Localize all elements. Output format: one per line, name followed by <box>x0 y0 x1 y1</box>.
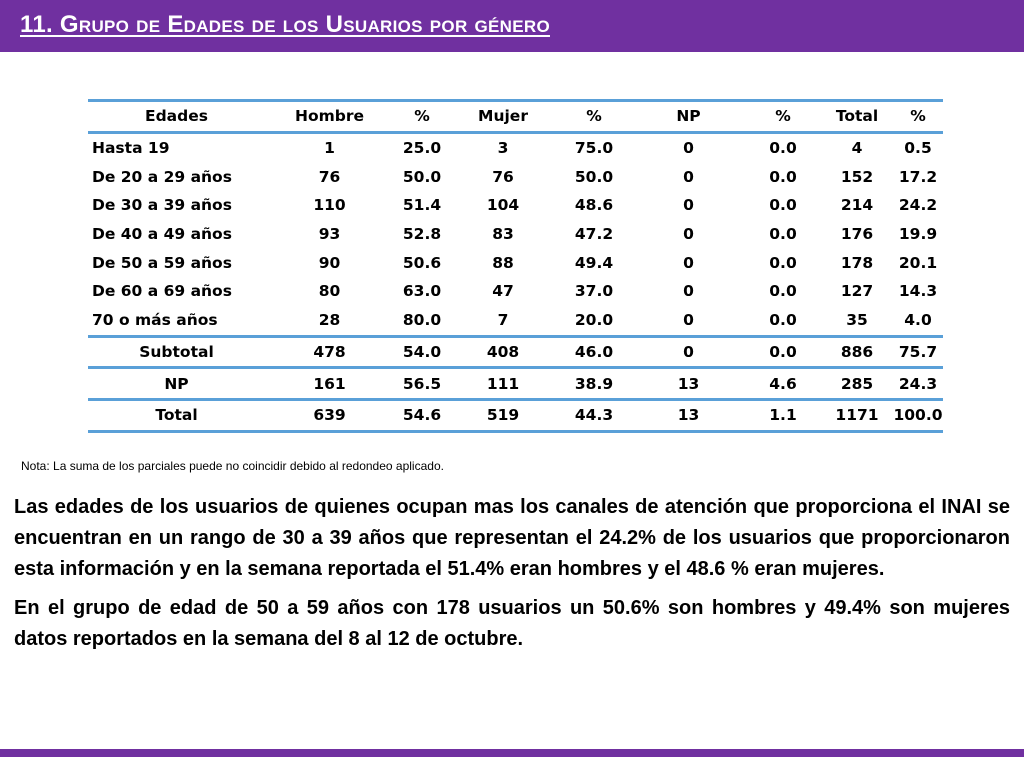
table-row <box>88 306 943 336</box>
table-cell: 478 <box>313 342 346 361</box>
table-cell: 47 <box>492 282 514 301</box>
table-cell: 178 <box>840 253 874 272</box>
table-row <box>88 132 943 162</box>
table-cell: 1 <box>324 139 335 158</box>
paragraph: Las edades de los usuarios de quienes ocupan mas los canales de atención que proporciona el INAI se encuentran en un rango de 30 a 39 años que representan el 24.2% de los usuarios que proporcionaron esta información y en la semana reportada el 51.4% eran hombres y el 48.6 % eran mujeres. <box>14 496 1010 580</box>
column-header: Mujer <box>478 107 528 126</box>
table-cell: 519 <box>486 406 520 425</box>
table-row <box>88 162 943 191</box>
table-cell: 90 <box>318 253 341 272</box>
table-cell: 0.0 <box>769 342 797 361</box>
page-title: 11. Grupo de Edades de los Usuarios por género <box>20 11 550 38</box>
table-cell: 17.2 <box>898 167 938 186</box>
column-header: % <box>586 107 602 126</box>
summary-row <box>88 336 943 368</box>
table-cell: 51.4 <box>402 196 442 215</box>
table-cell: 0.0 <box>769 139 797 158</box>
column-header: % <box>775 107 791 126</box>
row-label: 70 o más años <box>92 311 218 330</box>
footnote: Nota: La suma de los parciales puede no coincidir debido al redondeo aplicado. <box>21 459 444 473</box>
table-cell: 3 <box>497 139 509 158</box>
table-cell: 161 <box>313 374 346 393</box>
table-cell: 14.3 <box>898 282 938 301</box>
table-cell: 0 <box>683 282 694 301</box>
table-cell: 0.0 <box>769 311 797 330</box>
table-cell: 20.0 <box>574 311 614 330</box>
column-header: Hombre <box>294 107 365 126</box>
table-cell: 1.1 <box>769 406 797 425</box>
table-cell: 285 <box>840 374 874 393</box>
column-header: % <box>910 107 926 126</box>
row-label: De 20 a 29 años <box>92 167 232 186</box>
table-cell: 28 <box>318 311 341 330</box>
row-label: Hasta 19 <box>92 139 170 158</box>
table-cell: 100.0 <box>893 406 943 425</box>
table-cell: 83 <box>492 225 514 244</box>
row-label: De 40 a 49 años <box>92 225 232 244</box>
table-cell: 56.5 <box>402 374 442 393</box>
table-cell: 48.6 <box>574 196 614 215</box>
table-cell: 50.6 <box>402 253 442 272</box>
table-cell: 38.9 <box>574 374 614 393</box>
table-cell: 0 <box>683 139 694 158</box>
table-cell: 0 <box>683 167 694 186</box>
table-cell: 44.3 <box>574 406 614 425</box>
table-cell: 50.0 <box>402 167 442 186</box>
column-header: Edades <box>145 107 208 126</box>
table-cell: 110 <box>313 196 346 215</box>
table-row <box>88 277 943 306</box>
table-row <box>88 191 943 220</box>
table-row <box>88 220 943 249</box>
table-cell: 111 <box>486 374 520 393</box>
table-cell: 0 <box>683 342 694 361</box>
table-cell: 0 <box>683 225 694 244</box>
table-cell: 37.0 <box>574 282 614 301</box>
table-cell: 0 <box>683 311 694 330</box>
row-label: Total <box>155 406 198 425</box>
table-cell: 0.0 <box>769 282 797 301</box>
row-label: De 60 a 69 años <box>92 282 232 301</box>
table-cell: 63.0 <box>402 282 442 301</box>
table-cell: 13 <box>677 374 700 393</box>
summary-row <box>88 399 943 431</box>
table-cell: 50.0 <box>574 167 614 186</box>
table-cell: 54.0 <box>402 342 442 361</box>
age-gender-table-container <box>88 99 943 433</box>
row-label: De 50 a 59 años <box>92 253 232 272</box>
table-cell: 76 <box>318 167 341 186</box>
age-gender-table <box>88 99 943 433</box>
table-cell: 152 <box>840 167 874 186</box>
table-cell: 88 <box>492 253 514 272</box>
table-cell: 76 <box>492 167 514 186</box>
summary-row <box>88 368 943 400</box>
table-cell: 35 <box>846 311 868 330</box>
table-cell: 49.4 <box>574 253 614 272</box>
table-cell: 25.0 <box>402 139 442 158</box>
table-body <box>88 132 943 431</box>
table-cell: 4 <box>851 139 863 158</box>
table-cell: 0.0 <box>769 225 797 244</box>
table-cell: 0.0 <box>769 253 797 272</box>
table-row <box>88 248 943 277</box>
table-cell: 214 <box>840 196 874 215</box>
table-cell: 75.7 <box>898 342 938 361</box>
table-cell: 4.6 <box>769 374 797 393</box>
table-cell: 80.0 <box>402 311 442 330</box>
table-cell: 75.0 <box>574 139 614 158</box>
table-cell: 0.0 <box>769 196 797 215</box>
table-cell: 47.2 <box>574 225 614 244</box>
table-cell: 4.0 <box>904 311 932 330</box>
column-header: Total <box>835 107 879 126</box>
table-cell: 52.8 <box>402 225 442 244</box>
column-header: NP <box>676 107 701 126</box>
table-cell: 20.1 <box>898 253 938 272</box>
table-cell: 0 <box>683 253 694 272</box>
table-cell: 104 <box>486 196 520 215</box>
table-cell: 127 <box>840 282 874 301</box>
table-cell: 46.0 <box>574 342 614 361</box>
table-cell: 54.6 <box>402 406 442 425</box>
table-cell: 24.2 <box>898 196 938 215</box>
table-cell: 408 <box>486 342 520 361</box>
body-text <box>14 492 1010 663</box>
table-header-row <box>88 101 943 133</box>
row-label: NP <box>164 374 189 393</box>
table-cell: 639 <box>313 406 346 425</box>
row-label: Subtotal <box>139 342 214 361</box>
paragraph: En el grupo de edad de 50 a 59 años con 178 usuarios un 50.6% son hombres y 49.4% son mujeres datos reportados en la semana del 8 al 12 de octubre. <box>14 597 1010 650</box>
row-label: De 30 a 39 años <box>92 196 232 215</box>
table-cell: 13 <box>677 406 700 425</box>
table-cell: 0.5 <box>904 139 932 158</box>
table-cell: 1171 <box>835 406 879 425</box>
column-header: % <box>414 107 430 126</box>
table-cell: 886 <box>840 342 874 361</box>
table-cell: 19.9 <box>898 225 938 244</box>
header-bar <box>0 0 1024 52</box>
table-cell: 176 <box>840 225 874 244</box>
table-cell: 80 <box>318 282 341 301</box>
table-cell: 0.0 <box>769 167 797 186</box>
table-cell: 24.3 <box>898 374 938 393</box>
footer-bar <box>0 749 1024 757</box>
table-cell: 93 <box>318 225 341 244</box>
table-cell: 0 <box>683 196 694 215</box>
table-cell: 7 <box>497 311 509 330</box>
